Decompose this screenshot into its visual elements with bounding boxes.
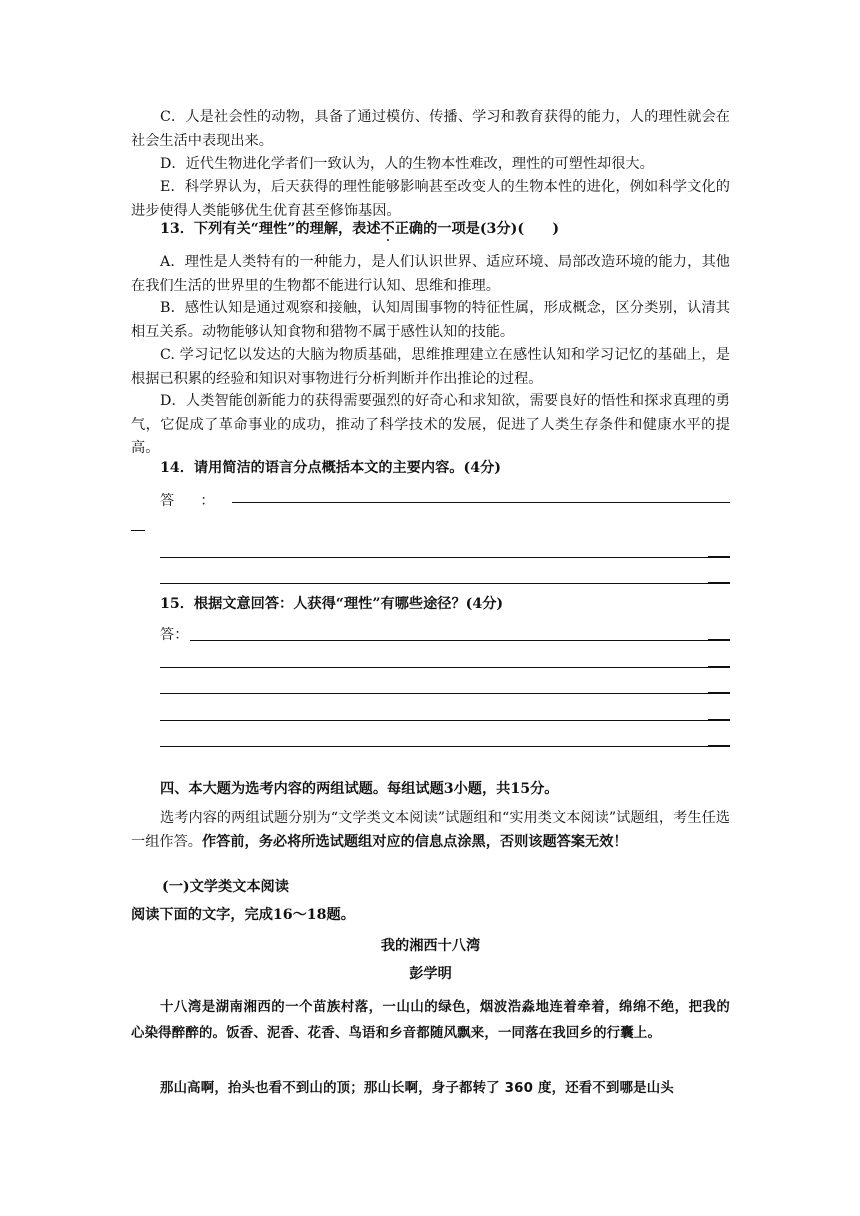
q15-answer-line-3[interactable] xyxy=(160,693,708,694)
q13-option-a: A．理性是人类特有的一种能力，是人们认识世界、适应环境、局部改造环境的能力，其他在我们生活的世界里的生物都不能进行认知、思维和推理。 xyxy=(131,254,730,294)
q13-option-d: D．人类智能创新能力的获得需要强烈的好奇心和求知欲，需要良好的悟性和探求真理的勇气，它促成了革命事业的成功，推动了科学技术的发展，促进了人类生存条件和健康水平的提高。 xyxy=(131,393,730,456)
q15-stem: 15．根据文意回答：人获得“理性”有哪些途径？(4分) xyxy=(160,596,504,612)
part1-heading: (一)文学类文本阅读 xyxy=(162,879,289,895)
q12-option-e: E．科学界认为，后天获得的理性能够影响甚至改变人的生物本性的进化，例如科学文化的进步使得人类能够优生优育甚至修饰基因。 xyxy=(131,179,730,219)
passage-author: 彭学明 xyxy=(409,966,452,982)
q15-answer-line-1-end xyxy=(708,639,730,641)
q13-stem-post: 正确的一项是(3分)( ) xyxy=(394,221,560,237)
q14-answer-line-2-end xyxy=(708,556,730,558)
q12-option-c: C．人是社会性的动物，具备了通过模仿、传播、学习和教育获得的能力，人的理性就会在社会生活中表现出来。 xyxy=(131,109,730,149)
q14-answer-line-1[interactable] xyxy=(232,502,730,503)
section4-intro xyxy=(131,807,730,854)
section4-intro-bold: 作答前，务必将所选试题组对应的信息点涂黑，否则该题答案无效！ xyxy=(201,833,628,850)
q15-answer-line-4-end xyxy=(708,719,730,721)
passage-title: 我的湘西十八湾 xyxy=(380,938,481,954)
q13-stem-emphasis: 不 xyxy=(380,221,395,237)
q14-answer-line-1-wrap xyxy=(131,530,145,531)
q15-answer-line-5-end xyxy=(708,745,730,747)
q15-answer-line-3-end xyxy=(708,692,730,694)
q13-stem xyxy=(131,218,730,242)
q13-option-b: B．感性认知是通过观察和接触，认知周围事物的特征性属，形成概念，区分类别，认清其相互关系。动物能够认知食物和猎物不属于感性认知的技能。 xyxy=(131,300,730,340)
q14-answer-line-3[interactable] xyxy=(160,583,708,584)
q15-answer-line-5[interactable] xyxy=(160,746,708,747)
section4-heading: 四、本大题为选考内容的两组试题。每组试题3小题，共15分。 xyxy=(160,781,559,797)
q15-answer-line-4[interactable] xyxy=(160,720,708,721)
q15-answer-label: 答： xyxy=(160,627,189,643)
q12-option-d: D．近代生物进化学者们一致认为，人的生物本性难改，理性的可塑性却很大。 xyxy=(160,156,654,172)
passage-paragraph-1: 十八湾是湖南湘西的一个苗族村落，一山山的绿色，烟波浩淼地连着牵着，绵绵不绝，把我的心染得醉醉的。饭香、泥香、花香、鸟语和乡音都随风飘来，一同落在我回乡的行囊上。 xyxy=(131,1000,730,1041)
q14-answer-label: 答 ： xyxy=(160,493,221,509)
passage-paragraph-2: 那山高啊，抬头也看不到山的顶；那山长啊，身子都转了 360 度，还看不到哪是山头 xyxy=(160,1081,674,1096)
q15-answer-line-1[interactable] xyxy=(190,640,708,641)
q14-stem: 14．请用简洁的语言分点概括本文的主要内容。(4分) xyxy=(160,460,501,476)
q15-answer-line-2-end xyxy=(708,666,730,668)
q13-stem-pre: 13．下列有关“理性”的理解，表述 xyxy=(160,221,381,237)
section4-intro-plain: 选考内容的两组试题分别为“文学类文本阅读”试题组和“实用类文本阅读”试题组，考生任选一组作答。 xyxy=(131,810,730,850)
q15-answer-line-2[interactable] xyxy=(160,667,708,668)
q14-answer-line-3-end xyxy=(708,582,730,584)
q14-answer-line-2[interactable] xyxy=(160,557,708,558)
q13-option-c: C. 学习记忆以发达的大脑为物质基础，思维推理建立在感性认知和学习记忆的基础上，是根据已积累的经验和知识对事物进行分析判断并作出推论的过程。 xyxy=(131,347,730,387)
part1-instruction: 阅读下面的文字，完成16～18题。 xyxy=(131,907,355,923)
